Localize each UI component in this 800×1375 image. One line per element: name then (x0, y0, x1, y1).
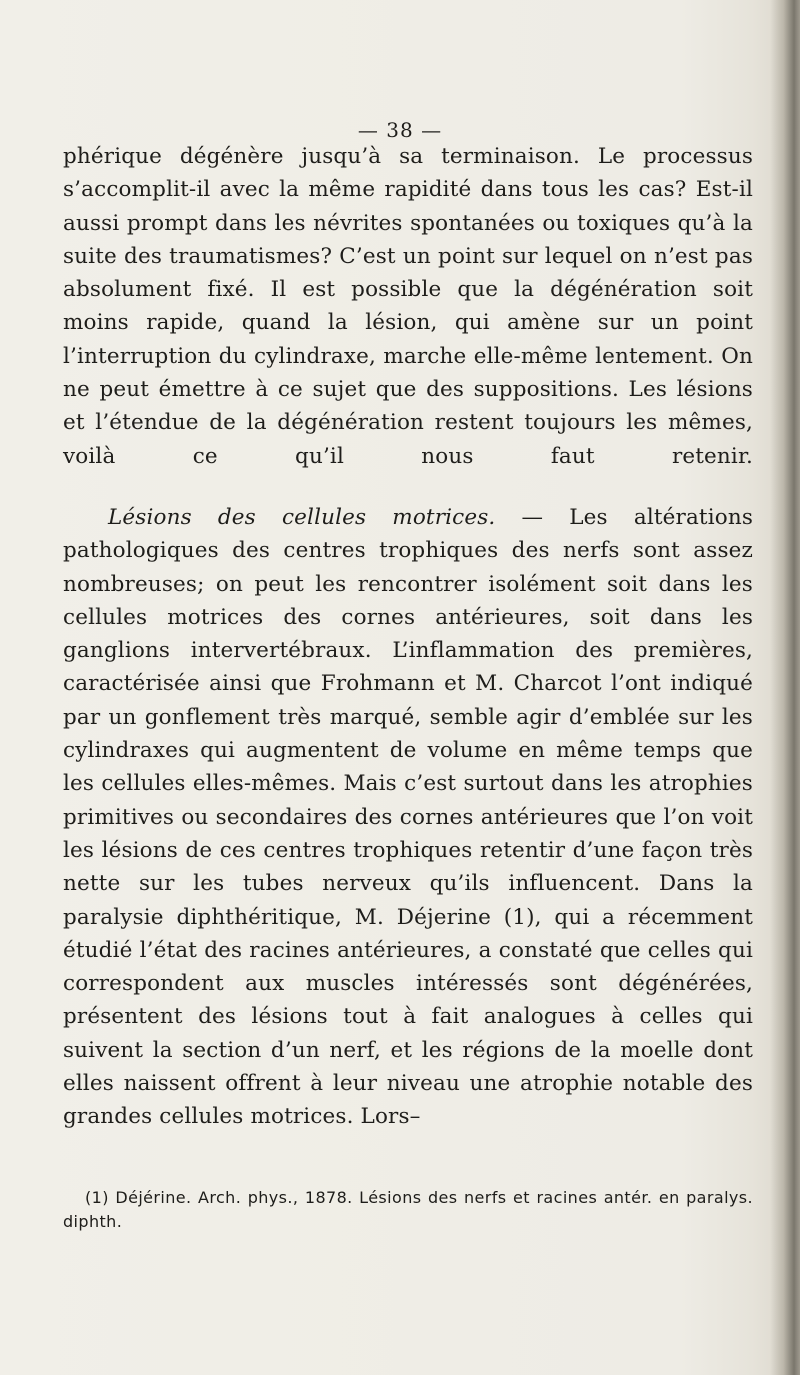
paragraph-2-text: — Les altérations pathologiques des centres trophiques des nerfs sont assez nombreuses; on peut les rencontrer isolément soit dans les cellules motrices des cornes antérieures, soit dans les ganglions intervertébraux. L’inflammation des premières, caractérisée ainsi que Frohmann et M. Charcot l’ont indiqué par un gonflement très marqué, semble agir d’emblée sur les cylindraxes qui augmentent de volume en même temps que les cellules elles-mêmes. Mais c’est surtout dans les atrophies primitives ou secondaires des cornes antérieures que l’on voit les lésions de ces centres trophiques retentir d’une façon très nette sur les tubes nerveux qu’ils influencent. Dans la paralysie diphthéritique, M. Déjerine (1), qui a récemment étudié l’état des racines antérieures, a constaté que celles qui correspondent aux muscles intéressés sont dégénérées, présentent des lésions tout à fait analogues à celles qui suivent la section d’un nerf, et les régions de la moelle dont elles naissent offrent à leur niveau une atrophie notable des grandes cellules motrices. Lors– (63, 504, 753, 1130)
footnote (63, 1186, 753, 1233)
paragraph-2 (63, 501, 753, 1134)
body-text (63, 140, 753, 1134)
page-number: — 38 — (357, 118, 443, 142)
binding-edge (770, 0, 800, 1375)
paragraph-1 (63, 140, 753, 473)
footnote-text: (1) Déjérine. Arch. phys., 1878. Lésions des nerfs et racines antér. en paralys. diphth. (63, 1188, 753, 1231)
section-title: Lésions des cellules motrices. (108, 504, 496, 530)
paragraph-1-text: phérique dégénère jusqu’à sa terminaison. Le processus s’accomplit-il avec la même rapidité dans tous les cas? Est-il aussi prompt dans les névrites spontanées ou toxiques qu’à la suite des traumatismes? C’est un point sur lequel on n’est pas absolument fixé. Il est possible que la dégénération soit moins rapide, quand la lésion, qui amène sur un point l’interruption du cylindraxe, marche elle-même lentement. On ne peut émettre à ce sujet que des suppositions. Les lésions et l’étendue de la dégénération restent toujours les mêmes, voilà ce qu’il nous faut retenir. (63, 144, 753, 469)
